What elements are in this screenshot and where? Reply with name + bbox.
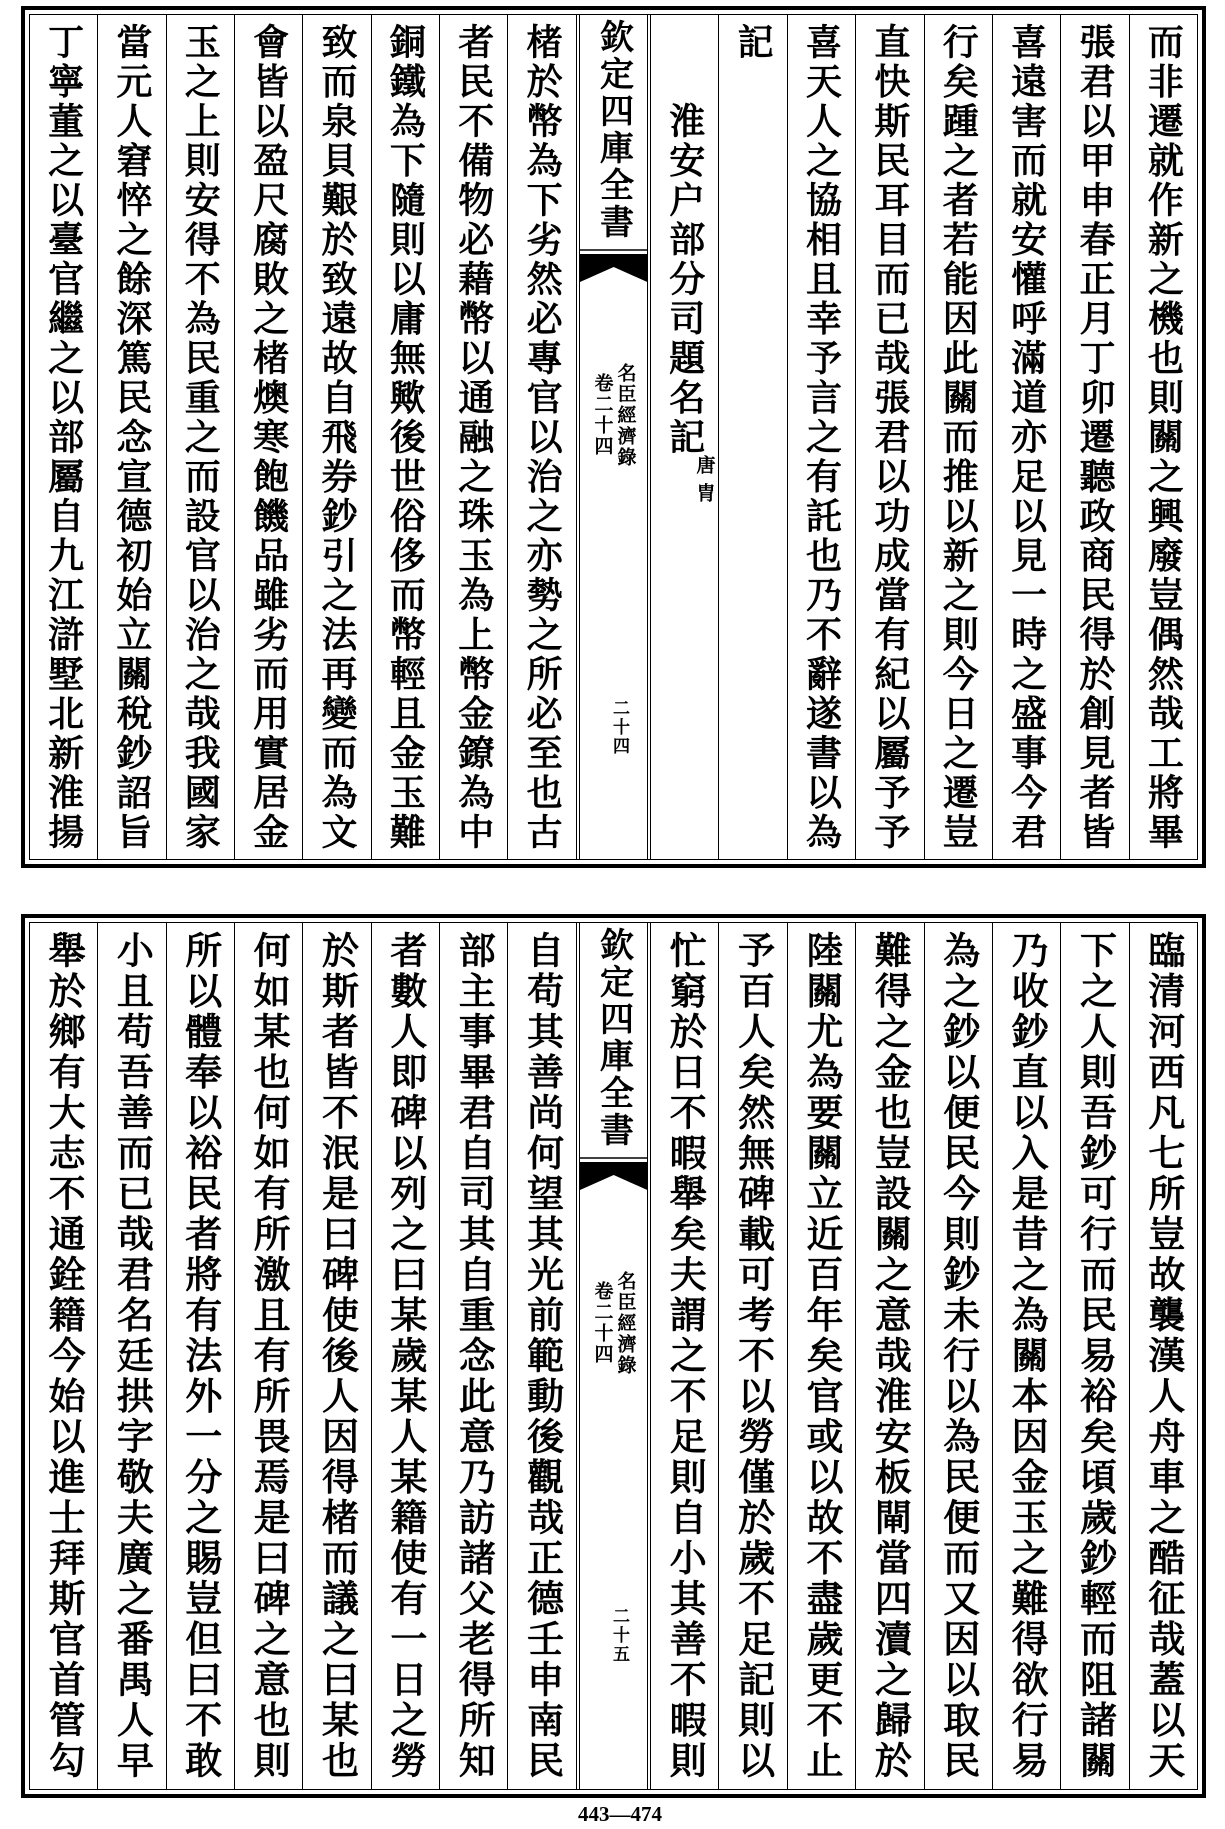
fishtail-ornament-icon xyxy=(580,249,647,283)
text-column xyxy=(439,15,507,859)
text-column xyxy=(30,923,97,1789)
bottom-page-text-grid xyxy=(29,922,1198,1790)
folio-number: 二十四 xyxy=(609,699,630,756)
text-column xyxy=(1129,923,1197,1789)
column-text: 張君以甲申春正月丁卯遷聽政商民得於創見者皆 xyxy=(1073,23,1116,853)
column-text: 小且苟吾善而已哉君名廷拱字敬夫廣之番禺人早 xyxy=(110,931,155,1782)
essay-author: 唐胄 xyxy=(693,455,716,511)
text-column xyxy=(855,923,923,1789)
text-column xyxy=(718,923,786,1789)
column-text: 者民不備物必藉幣以通融之珠玉為上幣金鐐為中 xyxy=(452,23,495,853)
page-reference: 443—474 xyxy=(578,1802,662,1826)
text-column xyxy=(507,923,575,1789)
text-column xyxy=(371,15,439,859)
column-text: 銅鐵為下隨則以庸無歟後世俗侈而幣輕且金玉難 xyxy=(384,23,427,853)
center-fold-column xyxy=(576,15,647,859)
collection-title: 欽定四庫全書 xyxy=(593,19,634,241)
text-column xyxy=(1129,15,1197,859)
bottom-page-panel xyxy=(21,914,1206,1798)
column-text: 者數人即碑以列之曰某歲某人某籍使有一日之勞 xyxy=(383,931,428,1782)
top-page-panel xyxy=(21,6,1206,868)
text-column xyxy=(787,923,855,1789)
column-text: 喜遠害而就安懽呼滿道亦足以見一時之盛事今君 xyxy=(1005,23,1048,853)
text-column xyxy=(647,923,718,1789)
text-column xyxy=(234,15,302,859)
folio-number: 二十五 xyxy=(609,1607,630,1664)
text-column xyxy=(97,923,165,1789)
column-text: 而非遷就作新之機也則關之興廢豈偶然哉工將畢 xyxy=(1142,23,1185,853)
text-column xyxy=(97,15,165,859)
text-column xyxy=(1060,15,1128,859)
book-title: 名臣經濟錄 xyxy=(614,363,637,468)
book-title: 名臣經濟錄 xyxy=(614,1271,637,1376)
column-text: 記 xyxy=(732,23,775,63)
column-text: 當元人窘悴之餘深篤民念宣德初始立關稅鈔詔旨 xyxy=(110,23,153,853)
book-title-block xyxy=(591,1271,637,1376)
column-text: 致而泉貝艱於致遠故自飛券鈔引之法再變而為文 xyxy=(316,23,358,853)
column-text: 難得之金也豈設關之意哉淮安板閘當四瀆之歸於 xyxy=(868,931,913,1782)
column-text: 部主事畢君自司其自重念此意乃訪諸父老得所知 xyxy=(452,931,497,1782)
column-text: 為之鈔以便民今則鈔未行以為民便而又因以取民 xyxy=(936,931,981,1782)
column-text: 會皆以盈尺腐敗之楮燠寒飽饑品雖劣而用實居金 xyxy=(247,23,290,853)
column-text: 直快斯民耳目而已哉張君以功成當有紀以屬予予 xyxy=(868,23,911,853)
volume-number: 卷二十四 xyxy=(591,1281,614,1365)
text-column xyxy=(439,923,507,1789)
top-page-text-grid xyxy=(29,14,1198,860)
column-text: 自苟其善尚何望其光前範動後觀哉正德壬申南民 xyxy=(520,931,565,1782)
text-column xyxy=(855,15,923,859)
column-text: 玉之上則安得不為民重之而設官以治之哉我國家 xyxy=(179,23,222,853)
column-text: 行矣踵之者若能因此關而推以新之則今日之遷豈 xyxy=(937,23,980,853)
text-column xyxy=(166,15,234,859)
text-column xyxy=(302,15,370,859)
text-column xyxy=(787,15,855,859)
column-text: 丁寧董之以臺官繼之以部屬自九江滸墅北新淮揚 xyxy=(42,23,85,853)
column-text: 陸關尤為要關立近百年矣官或以故不盡歲更不止 xyxy=(800,931,845,1782)
text-column xyxy=(924,923,992,1789)
column-text: 下之人則吾鈔可行而民易裕矣頃歲鈔輕而阻諸關 xyxy=(1073,931,1118,1782)
column-text: 楮於幣為下劣然必專官以治之亦勢之所必至也古 xyxy=(521,23,564,853)
center-fold-column xyxy=(576,923,647,1789)
column-text: 予百人矣然無碑載可考不以勞僅於歲不足記則以 xyxy=(731,931,776,1782)
text-column xyxy=(718,15,786,859)
column-text: 臨清河西凡七所豈故襲漢人舟車之酷征哉蓋以天 xyxy=(1141,931,1186,1782)
text-column xyxy=(371,923,439,1789)
column-text: 舉於鄉有大志不通銓籍今始以進士拜斯官首管勾 xyxy=(42,931,87,1782)
text-column xyxy=(1060,923,1128,1789)
text-column xyxy=(302,923,370,1789)
essay-title: 淮安户部分司題名記 xyxy=(663,102,706,458)
text-column xyxy=(30,15,97,859)
text-column xyxy=(507,15,575,859)
column-text: 所以體奉以裕民者將有法外一分之賜豈但曰不敢 xyxy=(178,931,223,1782)
text-column xyxy=(166,923,234,1789)
collection-title: 欽定四庫全書 xyxy=(593,927,634,1149)
column-text: 喜天人之協相且幸予言之有託也乃不辭遂書以為 xyxy=(800,23,843,853)
column-text: 乃收鈔直以入是昔之為關本因金玉之難得欲行易 xyxy=(1005,931,1050,1782)
book-title-block xyxy=(591,363,637,468)
column-text: 何如某也何如有所激且有所畏焉是曰碑之意也則 xyxy=(247,931,292,1782)
text-column xyxy=(992,15,1060,859)
text-column xyxy=(234,923,302,1789)
column-text: 忙窮於日不暇舉矣夫謂之不足則自小其善不暇則 xyxy=(663,931,708,1782)
essay-title-column xyxy=(647,15,718,859)
column-text: 於斯者皆不泯是曰碑使後人因得楮而議之曰某也 xyxy=(315,931,360,1782)
volume-number: 卷二十四 xyxy=(591,373,614,457)
fishtail-ornament-icon xyxy=(580,1157,647,1191)
text-column xyxy=(924,15,992,859)
text-column xyxy=(992,923,1060,1789)
